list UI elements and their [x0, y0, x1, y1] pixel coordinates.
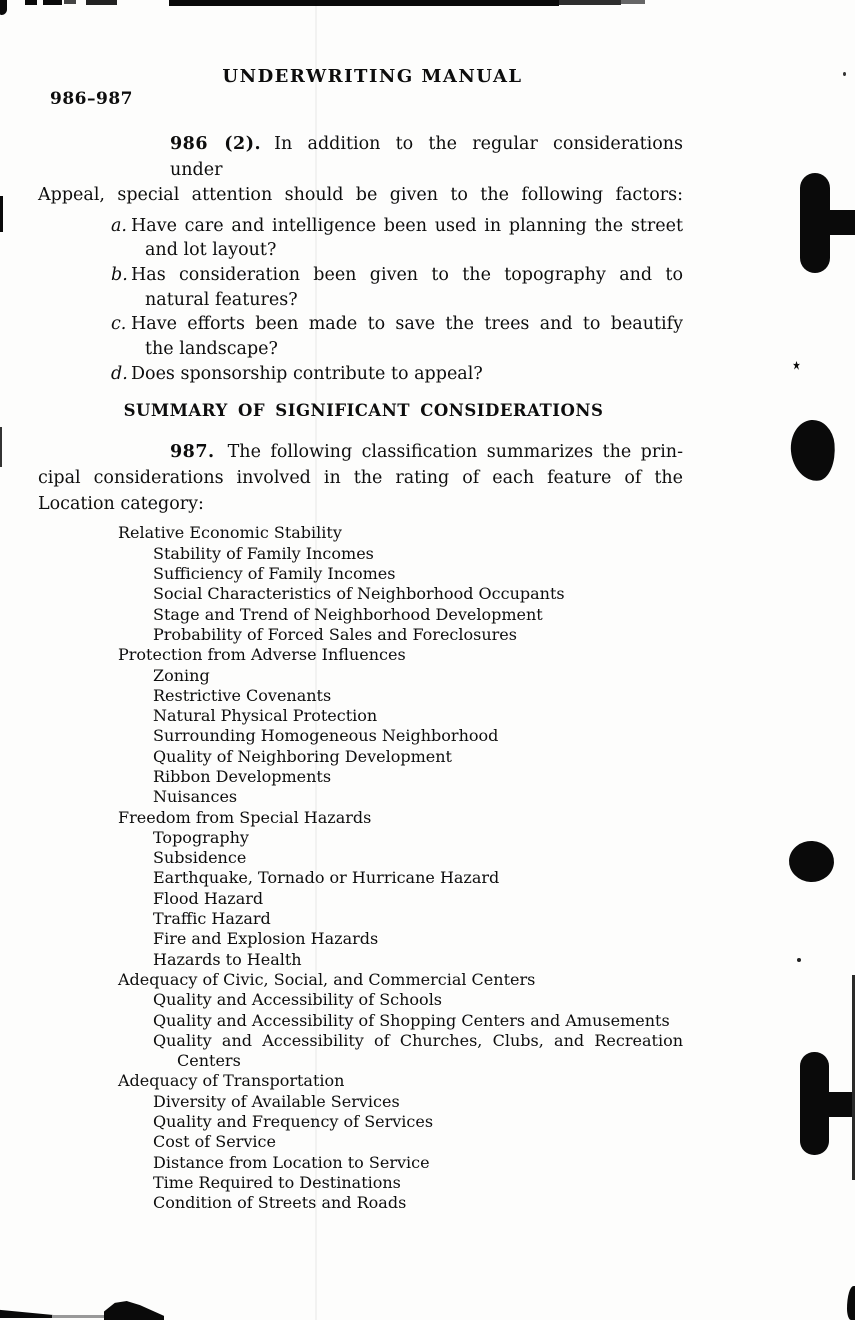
classification-item — [38, 544, 683, 564]
text-line: Sufficiency of Family Incomes — [153, 564, 396, 584]
scan-mark-top-bar — [621, 0, 645, 4]
text-line: Hazards to Health — [153, 949, 302, 969]
scan-mark-bottom-right — [847, 1286, 855, 1320]
classification-item — [38, 584, 683, 604]
factor-list — [38, 214, 683, 387]
classification-heading: Protection from Adverse Influences — [118, 645, 406, 665]
classification-item — [38, 1112, 683, 1132]
text-line: Social Characteristics of Neighborhood Occupants — [153, 584, 565, 604]
classification-item — [38, 1092, 683, 1112]
text-line: Diversity of Available Services — [153, 1091, 400, 1111]
classification-item — [38, 990, 683, 1010]
ink-speck — [793, 361, 800, 370]
scan-mark-bottom-left — [0, 1309, 56, 1318]
factor-item — [38, 263, 683, 312]
factor-item — [38, 312, 683, 361]
text-line: Location category: — [38, 494, 204, 515]
classification-heading: Freedom from Special Hazards — [118, 807, 372, 827]
factor-item — [38, 214, 683, 263]
classification-item — [38, 625, 683, 645]
paragraph-987 — [38, 439, 683, 517]
scan-mark-top-dash — [43, 0, 62, 5]
factor-letter: d. — [111, 363, 128, 384]
classification-item — [38, 828, 683, 848]
text-span: In addition to the regular considerations under — [170, 134, 683, 180]
classification-item — [38, 726, 683, 746]
text-line: Quality and Accessibility of Schools — [153, 990, 443, 1010]
classification-heading: Adequacy of Transportation — [118, 1071, 345, 1091]
scan-mark-top-dash — [86, 0, 117, 5]
classification-item — [38, 747, 683, 767]
text-line: Appeal, special attention should be given to the following factors: — [38, 185, 683, 205]
classification-item — [38, 787, 683, 807]
classification-item — [38, 706, 683, 726]
text-line: the landscape? — [145, 339, 278, 360]
text-line: Quality and Frequency of Services — [153, 1112, 434, 1132]
factor-item — [38, 362, 683, 387]
text-line — [38, 439, 683, 465]
text-line: Quality and Accessibility of Churches, Clubs, and Recreation — [153, 1030, 683, 1050]
classification-item — [38, 686, 683, 706]
classification-item — [38, 868, 683, 888]
classification-item — [38, 848, 683, 868]
text-line: and lot layout? — [145, 240, 277, 261]
page-content — [38, 132, 683, 1214]
text-line: Nuisances — [153, 787, 238, 807]
text-line: Traffic Hazard — [153, 909, 271, 929]
text-line: Has consideration been given to the topography and to — [131, 264, 683, 285]
text-line: Quality and Accessibility of Shopping Centers and Amusements — [153, 1010, 670, 1030]
section-number: 986 (2). — [170, 134, 262, 154]
classification-item — [38, 889, 683, 909]
text-line: natural features? — [145, 289, 298, 310]
classification-item — [38, 666, 683, 686]
ink-blot — [788, 840, 835, 883]
text-line: Earthquake, Tornado or Hurricane Hazard — [153, 868, 500, 888]
factor-letter: a. — [111, 215, 127, 236]
text-line: Zoning — [153, 665, 210, 685]
scan-mark-bottom — [104, 1301, 164, 1320]
paragraph-986 — [38, 132, 683, 209]
running-title: UNDERWRITING MANUAL — [222, 66, 523, 87]
text-line: Time Required to Destinations — [153, 1172, 401, 1192]
classification-item — [38, 1193, 683, 1213]
text-line — [38, 132, 683, 183]
scan-mark-top-left-corner — [0, 0, 7, 15]
text-line: Does sponsorship contribute to appeal? — [131, 363, 483, 384]
text-line: Flood Hazard — [153, 888, 264, 908]
scan-mark-top-bar — [169, 0, 559, 6]
classification-list — [38, 523, 683, 1213]
classification-heading: Adequacy of Civic, Social, and Commercial Centers — [118, 969, 536, 989]
text-line: Topography — [153, 827, 249, 847]
text-span: The following classification summarizes the prin- — [227, 442, 683, 463]
text-line: Restrictive Covenants — [153, 685, 332, 705]
scan-mark-top-bar — [559, 0, 621, 5]
text-line: Subsidence — [153, 848, 247, 868]
scan-mark-left-edge — [0, 196, 3, 232]
binding-tab-mark — [823, 210, 855, 235]
classification-item — [38, 1011, 683, 1031]
text-line: Natural Physical Protection — [153, 706, 378, 726]
scan-mark-left-edge — [0, 427, 2, 467]
text-line: Surrounding Homogeneous Neighborhood — [153, 726, 499, 746]
classification-item — [38, 767, 683, 787]
ink-blot — [788, 418, 837, 483]
text-line: Ribbon Developments — [153, 766, 332, 786]
classification-heading: Relative Economic Stability — [118, 523, 342, 543]
scan-mark-top-dash — [64, 0, 76, 4]
classification-item — [38, 1031, 683, 1072]
text-line: Distance from Location to Service — [153, 1152, 430, 1172]
section-number: 987. — [170, 442, 215, 463]
text-line: cipal considerations involved in the rating of each feature of the — [38, 468, 683, 489]
text-line: Probability of Forced Sales and Foreclosures — [153, 624, 517, 644]
binding-tab-mark — [822, 1092, 855, 1117]
classification-item — [38, 1132, 683, 1152]
text-line: Have efforts been made to save the trees and to beautify — [131, 314, 683, 335]
text-line: Fire and Explosion Hazards — [153, 929, 379, 949]
summary-heading: SUMMARY OF SIGNIFICANT CONSIDERATIONS — [123, 401, 604, 421]
classification-item — [38, 1173, 683, 1193]
page-number-ref: 986–987 — [50, 89, 133, 109]
text-line: Stability of Family Incomes — [153, 543, 374, 563]
classification-item — [38, 564, 683, 584]
classification-item — [38, 950, 683, 970]
classification-item — [38, 929, 683, 949]
text-line: Cost of Service — [153, 1132, 276, 1152]
text-line: Centers — [177, 1051, 241, 1071]
classification-item — [38, 909, 683, 929]
factor-letter: c. — [111, 314, 127, 335]
classification-item — [38, 1153, 683, 1173]
factor-letter: b. — [111, 264, 128, 285]
text-line: Have care and intelligence been used in planning the street — [131, 215, 683, 236]
scan-mark-top-dash — [25, 0, 37, 5]
ink-speck — [843, 72, 846, 76]
classification-item — [38, 605, 683, 625]
text-line: Condition of Streets and Roads — [153, 1193, 407, 1213]
ink-speck — [797, 958, 801, 962]
text-line: Quality of Neighboring Development — [153, 746, 452, 766]
text-line: Stage and Trend of Neighborhood Development — [153, 604, 543, 624]
